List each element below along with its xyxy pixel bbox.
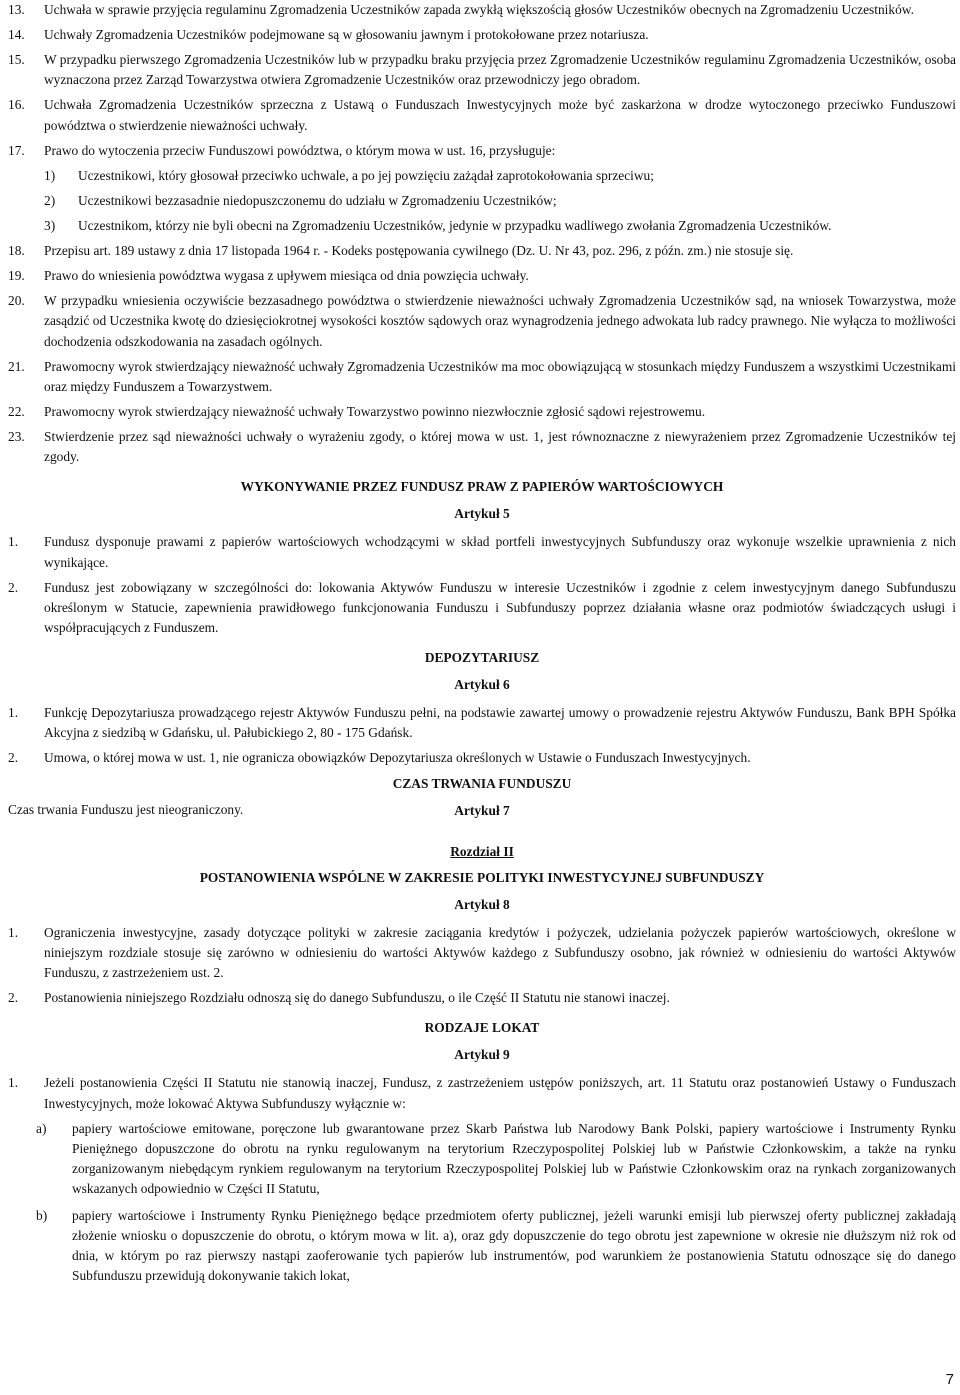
sub-item-text: Uczestnikowi, który głosował przeciwko uchwale, a po jej powzięciu zażądał zaprotokołowania sprzeciwu; [78,167,654,183]
item-number: 15. [8,52,25,68]
list-item [8,357,956,397]
item-number: 20. [8,293,25,309]
item-text: Prawomocny wyrok stwierdzający nieważność uchwały Zgromadzenia Uczestników ma moc obowiązującą w stosunkach między Funduszem a wszystkimi Uczestnikami oraz między Funduszem a Towarzystwem. [44,358,956,394]
list-item [8,532,956,572]
item-text: Fundusz jest zobowiązany w szczególności do: lokowania Aktywów Funduszu w interesie Uczestników i zgodnie z celem inwestycyjnym danego Subfunduszu określonym w Statucie, zapewnienia prawidłowego funkcjonowania Funduszu i Subfunduszy poprzez działania własne oraz podmiotów świadczących usługi i współpracujących z Funduszem. [44,579,956,635]
list-item [8,25,956,45]
item-text: Jeżeli postanowienia Części II Statutu nie stanowią inaczej, Fundusz, z zastrzeżeniem ustępów poniższych, art. 11 Statutu oraz postanowień Ustawy o Funduszach Inwestycyjnych, może lokować Aktywa Subfunduszy wyłącznie w: [44,1075,956,1111]
item-number: 18. [8,243,25,259]
sub-item-text: Uczestnikowi bezzasadnie niedopuszczonemu do udziału w Zgromadzeniu Uczestników; [78,192,557,208]
list-item [8,266,956,286]
item-text: Przepisu art. 189 ustawy z dnia 17 listopada 1964 r. - Kodeks postępowania cywilnego (Dz. U. Nr 43, poz. 296, z późn. zm.) nie stosuje się. [44,243,794,259]
sub-item-text: Uczestnikom, którzy nie byli obecni na Zgromadzeniu Uczestników, jedynie w przypadku wadliwego zwołania Zgromadzenia Uczestników. [78,217,832,233]
list-item [8,50,956,90]
sub-list-item [8,166,956,186]
item-number: 2. [8,750,19,766]
item-number: 16. [8,97,25,113]
item-text: Uchwała w sprawie przyjęcia regulaminu Zgromadzenia Uczestników zapada zwykłą większością głosów Uczestników obecnych na Zgromadzeniu Uczestników. [44,2,914,17]
sub-list-item [8,1119,956,1199]
sub-item-number: 2) [44,192,56,208]
list-item [8,988,956,1008]
item-text: Prawomocny wyrok stwierdzający nieważność uchwały Towarzystwo powinno niezwłocznie zgłosić sądowi rejestrowemu. [44,403,706,419]
item-text: Fundusz dysponuje prawami z papierów wartościowych wchodzącymi w skład portfeli inwestycyjnych Subfunduszy oraz wykonuje wszelkie uprawnienia z nich wynikające. [44,534,956,570]
item-number: 14. [8,27,25,43]
article-title: Artykuł 9 [454,1047,510,1063]
item-number: 2. [8,579,19,595]
list-item [8,241,956,261]
item-number: 22. [8,403,25,419]
section-heading: WYKONYWANIE PRZEZ FUNDUSZ PRAW Z PAPIERÓW WARTOŚCIOWYCH [240,479,724,495]
item-number: 19. [8,268,25,284]
item-number: 1. [8,705,19,721]
item-text: Umowa, o której mowa w ust. 1, nie ogranicza obowiązków Depozytariusza określonych w Ustawie o Funduszach Inwestycyjnych. [44,750,751,766]
item-number: 1. [8,534,19,550]
item-text: Stwierdzenie przez sąd nieważności uchwały o wyrażeniu zgody, o której mowa w ust. 1, jest równoznaczne z niewyrażeniem przez Zgromadzenie Uczestników tej zgody. [44,428,956,465]
list-item [8,402,956,422]
list-item [8,427,956,467]
list-item [8,923,956,983]
list-item [8,0,956,20]
sub-list-item [8,216,956,236]
article-title: Artykuł 6 [454,677,510,693]
sub-item-text: papiery wartościowe i Instrumenty Rynku Pieniężnego będące przedmiotem oferty publicznej, jeżeli warunki emisji lub pierwszej oferty publicznej zakładają złożenie wniosku o dopuszczenie do obrotu, o którym mowa w lit. a), oraz gdy dopuszczenie do tego obrotu jest zapewnione w okresie nie dłuższym niż rok od dnia, w którym po raz pierwszy nastąpi zaoferowanie tych papierów lub instrumentów, pod warunkiem że postanowienia Statutu odnoszące się do danego Subfunduszu przewidują dokonywanie takich lokat, [72,1208,956,1284]
sub-list-item [8,191,956,211]
item-number: 1. [8,924,19,940]
page-number: 7 [945,1370,954,1388]
article-title: Artykuł 5 [454,506,510,522]
item-number: 1. [8,1075,19,1091]
sub-item-number: 3) [44,217,56,233]
item-number: 17. [8,142,25,158]
duration-section [8,774,956,824]
item-text: Prawo do wytoczenia przeciw Funduszowi powództwa, o którym mowa w ust. 16, przysługuje: [44,142,556,158]
list-item [8,578,956,638]
article-title: Artykuł 7 [454,802,510,818]
item-text: Uchwała Zgromadzenia Uczestników sprzeczna z Ustawą o Funduszach Inwestycyjnych może być zaskarżona w drodze wytoczonego przeciwko Funduszowi powództwa o stwierdzenie nieważności uchwały. [44,97,956,133]
item-text: Uchwały Zgromadzenia Uczestników podejmowane są w głosowaniu jawnym i protokołowane przez notariusza. [44,27,649,43]
item-text: W przypadku wniesienia oczywiście bezzasadnego powództwa o stwierdzenie nieważności uchwały Zgromadzenia Uczestników sąd, na wniosek Towarzystwa, może zasądzić od Uczestnika kwotę do dziesięciokrotnej wysokości kosztów sądowych oraz wynagrodzenia jednego adwokata lub radcy prawnego. Nie wyłącza to możliwości dochodzenia odszkodowania na zasadach ogólnych. [44,293,956,349]
chapter-heading: POSTANOWIENIA WSPÓLNE W ZAKRESIE POLITYKI INWESTYCYJNEJ SUBFUNDUSZY [199,869,765,885]
section-heading: DEPOZYTARIUSZ [424,649,540,665]
sub-item-text: papiery wartościowe emitowane, poręczone lub gwarantowane przez Skarb Państwa lub Narodowy Bank Polski, papiery wartościowe i Instrumenty Rynku Pieniężnego dopuszczone do obrotu na rynku regulowanym na terytorium Rzeczypospolitej Polskiej lub w Państwie Członkowskim, a także na rynku zorganizowanym niebędącym rynkiem regulowanym na terytorium Rzeczypospolitej Polskiej lub w Państwie Członkowskim oraz na rynkach zorganizowanych wskazanych odpowiednio w Części II Statutu, [72,1120,956,1197]
item-number: 13. [8,2,25,17]
document-body [8,0,956,1294]
section-heading: CZAS TRWANIA FUNDUSZU [392,775,572,791]
list-item [8,95,956,135]
item-text: Ograniczenia inwestycyjne, zasady dotyczące polityki w zakresie zaciągania kredytów i pożyczek, udzielania pożyczek papierów wartościowych, określone w niniejszym rozdziale stosuje się zarówno w odniesieniu do wartości Aktywów każdego z Subfunduszy osobno, jak również w odniesieniu do wartości Aktywów Funduszu, z zastrzeżeniem ust. 2. [44,924,956,981]
list-item [8,748,956,768]
article-title: Artykuł 8 [454,896,510,912]
item-text: W przypadku pierwszego Zgromadzenia Uczestników lub w przypadku braku przyjęcia przez Zgromadzenie Uczestników regulaminu Zgromadzenia Uczestników, osoba wyznaczona przez Zarząd Towarzystwa otwiera Zgromadzenie Uczestników oraz przewodniczy jego obradom. [44,52,956,88]
duration-text: Czas trwania Funduszu jest nieograniczony. [8,801,244,817]
item-number: 23. [8,428,25,444]
sub-item-number: a) [36,1120,47,1136]
section-heading: RODZAJE LOKAT [424,1020,540,1036]
item-text: Funkcję Depozytariusza prowadzącego rejestr Aktywów Funduszu pełni, na podstawie zawartej umowy o prowadzenie rejestru Aktywów Funduszu, Bank BPH Spółka Akcyjna z siedzibą w Gdańsku, ul. Pałubickiego 2, 80 - 175 Gdańsk. [44,705,956,741]
list-item [8,703,956,743]
list-item [8,291,956,351]
chapter-title: Rozdział II [450,843,514,859]
sub-item-number: 1) [44,167,56,183]
sub-list-item [8,1206,956,1286]
item-text: Prawo do wniesienia powództwa wygasa z upływem miesiąca od dnia powzięcia uchwały. [44,268,529,284]
list-item [8,141,956,161]
item-text: Postanowienia niniejszego Rozdziału odnoszą się do danego Subfunduszu, o ile Część II Statutu nie stanowi inaczej. [44,990,670,1006]
sub-item-number: b) [36,1208,48,1224]
list-item [8,1073,956,1113]
item-number: 21. [8,358,25,374]
item-number: 2. [8,990,19,1006]
